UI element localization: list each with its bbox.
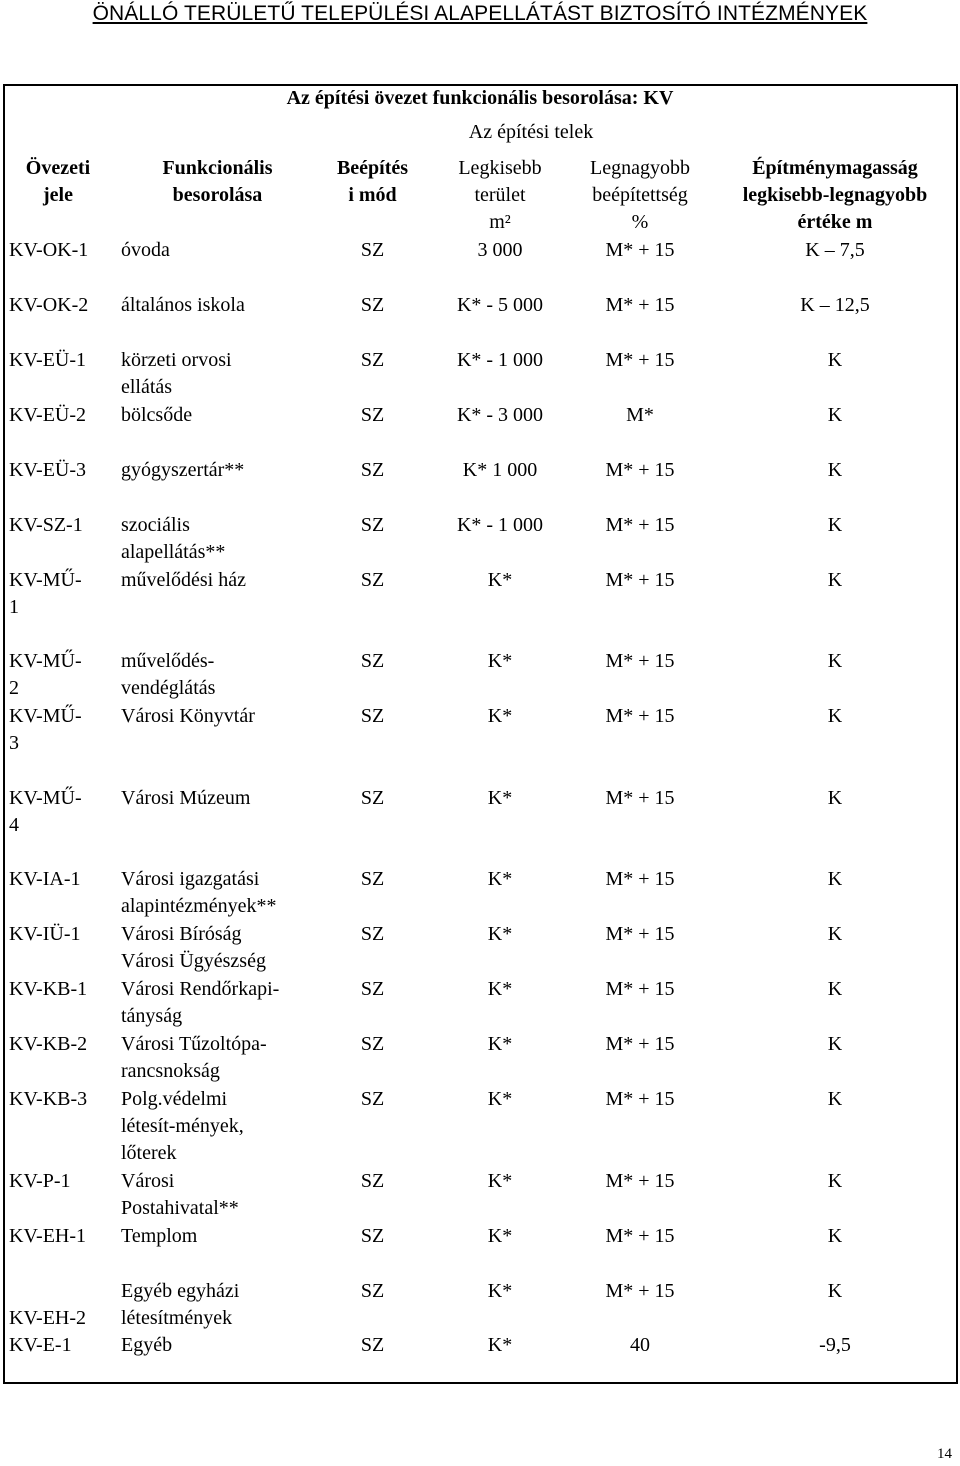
function-label: bölcsőde bbox=[121, 404, 193, 426]
coverage-value: M* bbox=[626, 404, 654, 426]
method-value: SZ bbox=[360, 514, 385, 536]
min-area-value: K* bbox=[487, 1225, 513, 1247]
height-value: K bbox=[827, 787, 843, 809]
height-value: -9,5 bbox=[819, 1334, 851, 1356]
method-value: SZ bbox=[360, 978, 385, 1000]
zone-code: KV-KB-1 bbox=[9, 978, 88, 1000]
page-number: 14 bbox=[937, 1446, 952, 1462]
function-label: Polg.védelmi létesít-mények, lőterek bbox=[121, 1088, 244, 1164]
header-method: Beépítés i mód bbox=[336, 157, 409, 206]
method-value: SZ bbox=[360, 868, 385, 890]
method-value: SZ bbox=[360, 1088, 385, 1110]
min-area-value: K* bbox=[487, 650, 513, 672]
method-value: SZ bbox=[360, 1225, 385, 1247]
coverage-value: M* + 15 bbox=[605, 1280, 675, 1302]
height-value: K bbox=[827, 1088, 843, 1110]
height-value: K bbox=[827, 1170, 843, 1192]
height-value: K bbox=[827, 923, 843, 945]
min-area-value: K* 1 000 bbox=[462, 459, 538, 481]
min-area-value: K* - 1 000 bbox=[456, 349, 544, 371]
min-area-value: K* bbox=[487, 705, 513, 727]
zone-code: KV-P-1 bbox=[9, 1170, 71, 1192]
min-area-value: K* bbox=[487, 1280, 513, 1302]
height-value: K bbox=[827, 1225, 843, 1247]
method-value: SZ bbox=[360, 650, 385, 672]
method-value: SZ bbox=[360, 459, 385, 481]
method-value: SZ bbox=[360, 787, 385, 809]
zone-code: KV-EH-1 bbox=[9, 1225, 87, 1247]
height-value: K bbox=[827, 349, 843, 371]
min-area-value: K* - 1 000 bbox=[456, 514, 544, 536]
method-value: SZ bbox=[360, 1280, 385, 1302]
height-value: K bbox=[827, 404, 843, 426]
zone-code: KV-KB-2 bbox=[9, 1033, 88, 1055]
height-value: K bbox=[827, 459, 843, 481]
min-area-value: 3 000 bbox=[477, 239, 523, 261]
function-label: Templom bbox=[121, 1225, 198, 1247]
function-label: művelődés- vendéglátás bbox=[121, 650, 216, 699]
function-label: Városi Bíróság Városi Ügyészség bbox=[121, 923, 266, 972]
function-label: gyógyszertár** bbox=[121, 459, 245, 481]
height-value: K bbox=[827, 569, 843, 591]
table-title: Az építési övezet funkcionális besorolása: KV bbox=[286, 87, 674, 109]
method-value: SZ bbox=[360, 705, 385, 727]
zone-code: KV-KB-3 bbox=[9, 1088, 88, 1110]
zone-code: KV-OK-1 bbox=[9, 239, 89, 261]
zone-code: KV-IA-1 bbox=[9, 868, 81, 890]
method-value: SZ bbox=[360, 294, 385, 316]
height-value: K – 12,5 bbox=[800, 294, 870, 316]
header-height: Építménymagasság legkisebb-legnagyobb értéke m bbox=[742, 157, 928, 233]
coverage-value: M* + 15 bbox=[605, 868, 675, 890]
function-label: Városi Postahivatal** bbox=[121, 1170, 239, 1219]
height-value: K bbox=[827, 1033, 843, 1055]
height-value: K bbox=[827, 978, 843, 1000]
method-value: SZ bbox=[360, 923, 385, 945]
function-label: Városi Rendőrkapi- tányság bbox=[121, 978, 280, 1027]
zone-code: KV-SZ-1 bbox=[9, 514, 83, 536]
zone-code: KV-EH-2 bbox=[9, 1307, 87, 1329]
function-label: általános iskola bbox=[121, 294, 245, 316]
method-value: SZ bbox=[360, 239, 385, 261]
page-title: ÖNÁLLÓ TERÜLETŰ TELEPÜLÉSI ALAPELLÁTÁST BIZTOSÍTÓ INTÉZMÉNYEK bbox=[92, 2, 868, 25]
min-area-value: K* - 3 000 bbox=[456, 404, 544, 426]
min-area-value: K* bbox=[487, 1088, 513, 1110]
zone-code: KV-MŰ- 2 bbox=[9, 650, 82, 699]
coverage-value: M* + 15 bbox=[605, 349, 675, 371]
method-value: SZ bbox=[360, 1033, 385, 1055]
min-area-value: K* bbox=[487, 1334, 513, 1356]
coverage-value: M* + 15 bbox=[605, 514, 675, 536]
coverage-value: M* + 15 bbox=[605, 569, 675, 591]
zone-code: KV-EÜ-1 bbox=[9, 349, 87, 371]
method-value: SZ bbox=[360, 1334, 385, 1356]
height-value: K bbox=[827, 868, 843, 890]
coverage-value: 40 bbox=[630, 1334, 650, 1356]
zone-code: KV-MŰ- 1 bbox=[9, 569, 82, 618]
zone-code: KV-E-1 bbox=[9, 1334, 72, 1356]
height-value: K bbox=[827, 650, 843, 672]
method-value: SZ bbox=[360, 349, 385, 371]
coverage-value: M* + 15 bbox=[605, 978, 675, 1000]
coverage-value: M* + 15 bbox=[605, 239, 675, 261]
zone-code: KV-EÜ-3 bbox=[9, 459, 87, 481]
coverage-value: M* + 15 bbox=[605, 650, 675, 672]
header-max-coverage: Legnagyobb beépítettség % bbox=[590, 157, 690, 233]
zone-code: KV-IÜ-1 bbox=[9, 923, 81, 945]
function-label: Városi igazgatási alapintézmények** bbox=[121, 868, 277, 917]
function-label: szociális alapellátás** bbox=[121, 514, 226, 563]
function-label: Egyéb bbox=[121, 1334, 173, 1356]
telek-group-header: Az építési telek bbox=[468, 121, 594, 143]
coverage-value: M* + 15 bbox=[605, 1170, 675, 1192]
function-label: művelődési ház bbox=[121, 569, 246, 591]
method-value: SZ bbox=[360, 1170, 385, 1192]
min-area-value: K* bbox=[487, 1033, 513, 1055]
height-value: K bbox=[827, 1280, 843, 1302]
min-area-value: K* bbox=[487, 569, 513, 591]
header-zone: Övezeti jele bbox=[25, 157, 91, 206]
zone-code: KV-MŰ- 4 bbox=[9, 787, 82, 836]
function-label: Egyéb egyházi létesítmények bbox=[121, 1280, 240, 1329]
function-label: óvoda bbox=[121, 239, 170, 261]
coverage-value: M* + 15 bbox=[605, 1225, 675, 1247]
method-value: SZ bbox=[360, 404, 385, 426]
coverage-value: M* + 15 bbox=[605, 787, 675, 809]
height-value: K bbox=[827, 705, 843, 727]
function-label: Városi Könyvtár bbox=[121, 705, 255, 727]
header-min-area: Legkisebb terület m² bbox=[458, 157, 542, 233]
zone-code: KV-MŰ- 3 bbox=[9, 705, 82, 754]
zone-code: KV-EÜ-2 bbox=[9, 404, 87, 426]
height-value: K bbox=[827, 514, 843, 536]
min-area-value: K* bbox=[487, 868, 513, 890]
coverage-value: M* + 15 bbox=[605, 294, 675, 316]
coverage-value: M* + 15 bbox=[605, 1033, 675, 1055]
coverage-value: M* + 15 bbox=[605, 923, 675, 945]
zone-code: KV-OK-2 bbox=[9, 294, 89, 316]
coverage-value: M* + 15 bbox=[605, 1088, 675, 1110]
min-area-value: K* bbox=[487, 978, 513, 1000]
method-value: SZ bbox=[360, 569, 385, 591]
coverage-value: M* + 15 bbox=[605, 459, 675, 481]
min-area-value: K* bbox=[487, 923, 513, 945]
header-function: Funkcionális besorolása bbox=[162, 157, 273, 206]
function-label: körzeti orvosi ellátás bbox=[121, 349, 232, 398]
function-label: Városi Múzeum bbox=[121, 787, 251, 809]
min-area-value: K* bbox=[487, 787, 513, 809]
min-area-value: K* bbox=[487, 1170, 513, 1192]
coverage-value: M* + 15 bbox=[605, 705, 675, 727]
function-label: Városi Tűzoltópa- rancsnokság bbox=[121, 1033, 267, 1082]
min-area-value: K* - 5 000 bbox=[456, 294, 544, 316]
height-value: K – 7,5 bbox=[805, 239, 865, 261]
